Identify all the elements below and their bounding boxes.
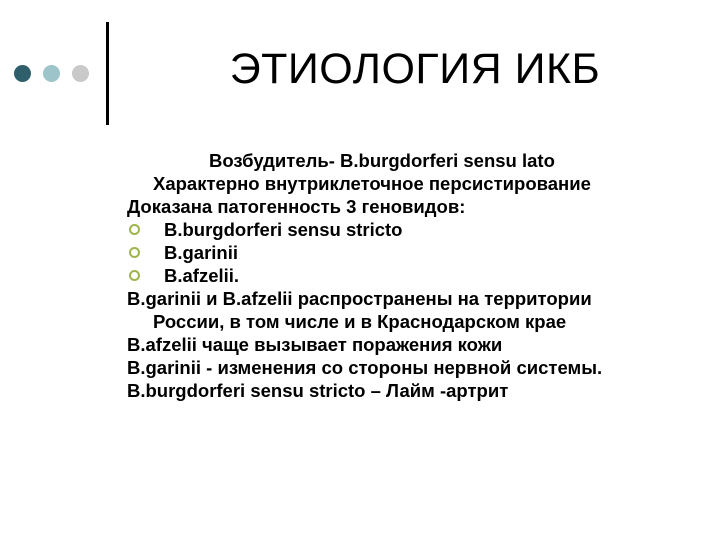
genovid-list-item xyxy=(127,241,687,264)
persistence-text: Характерно внутриклеточное персистирование xyxy=(153,173,591,194)
spread-paragraph xyxy=(127,287,687,333)
genovid-list-item xyxy=(127,264,687,287)
circle-bullet-icon xyxy=(129,224,140,235)
stricto-note-text: B.burgdorferi sensu stricto – Лайм -артрит xyxy=(127,380,509,401)
circle-bullet-icon xyxy=(129,270,140,281)
circle-bullet-icon xyxy=(129,247,140,258)
slide-title: ЭТИОЛОГИЯ ИКБ xyxy=(229,45,601,93)
dot-dark xyxy=(14,65,31,82)
genovids-intro-text: Доказана патогенность 3 геновидов: xyxy=(127,196,466,217)
dot-light xyxy=(72,65,89,82)
spread-text-line-2: России, в том числе и в Краснодарском крае xyxy=(153,311,567,332)
causative-agent-text: Возбудитель- B.burgdorferi sensu lato xyxy=(209,150,555,171)
genovid-label: B.garinii xyxy=(164,242,239,263)
title-divider xyxy=(106,22,109,125)
slide-content xyxy=(127,149,687,402)
genovid-list-item xyxy=(127,218,687,241)
garinii-note-text: B.garinii - изменения со стороны нервной системы. xyxy=(127,357,603,378)
genovid-label: B.burgdorferi sensu stricto xyxy=(164,219,403,240)
afzelii-note-text: B.afzelii чаще вызывает поражения кожи xyxy=(127,334,503,355)
dot-mid xyxy=(43,65,60,82)
spread-text-line-1: B.garinii и B.afzelii распространены на территории xyxy=(127,288,592,309)
genovid-label: B.afzelii. xyxy=(164,265,240,286)
decorative-dots xyxy=(0,0,110,130)
